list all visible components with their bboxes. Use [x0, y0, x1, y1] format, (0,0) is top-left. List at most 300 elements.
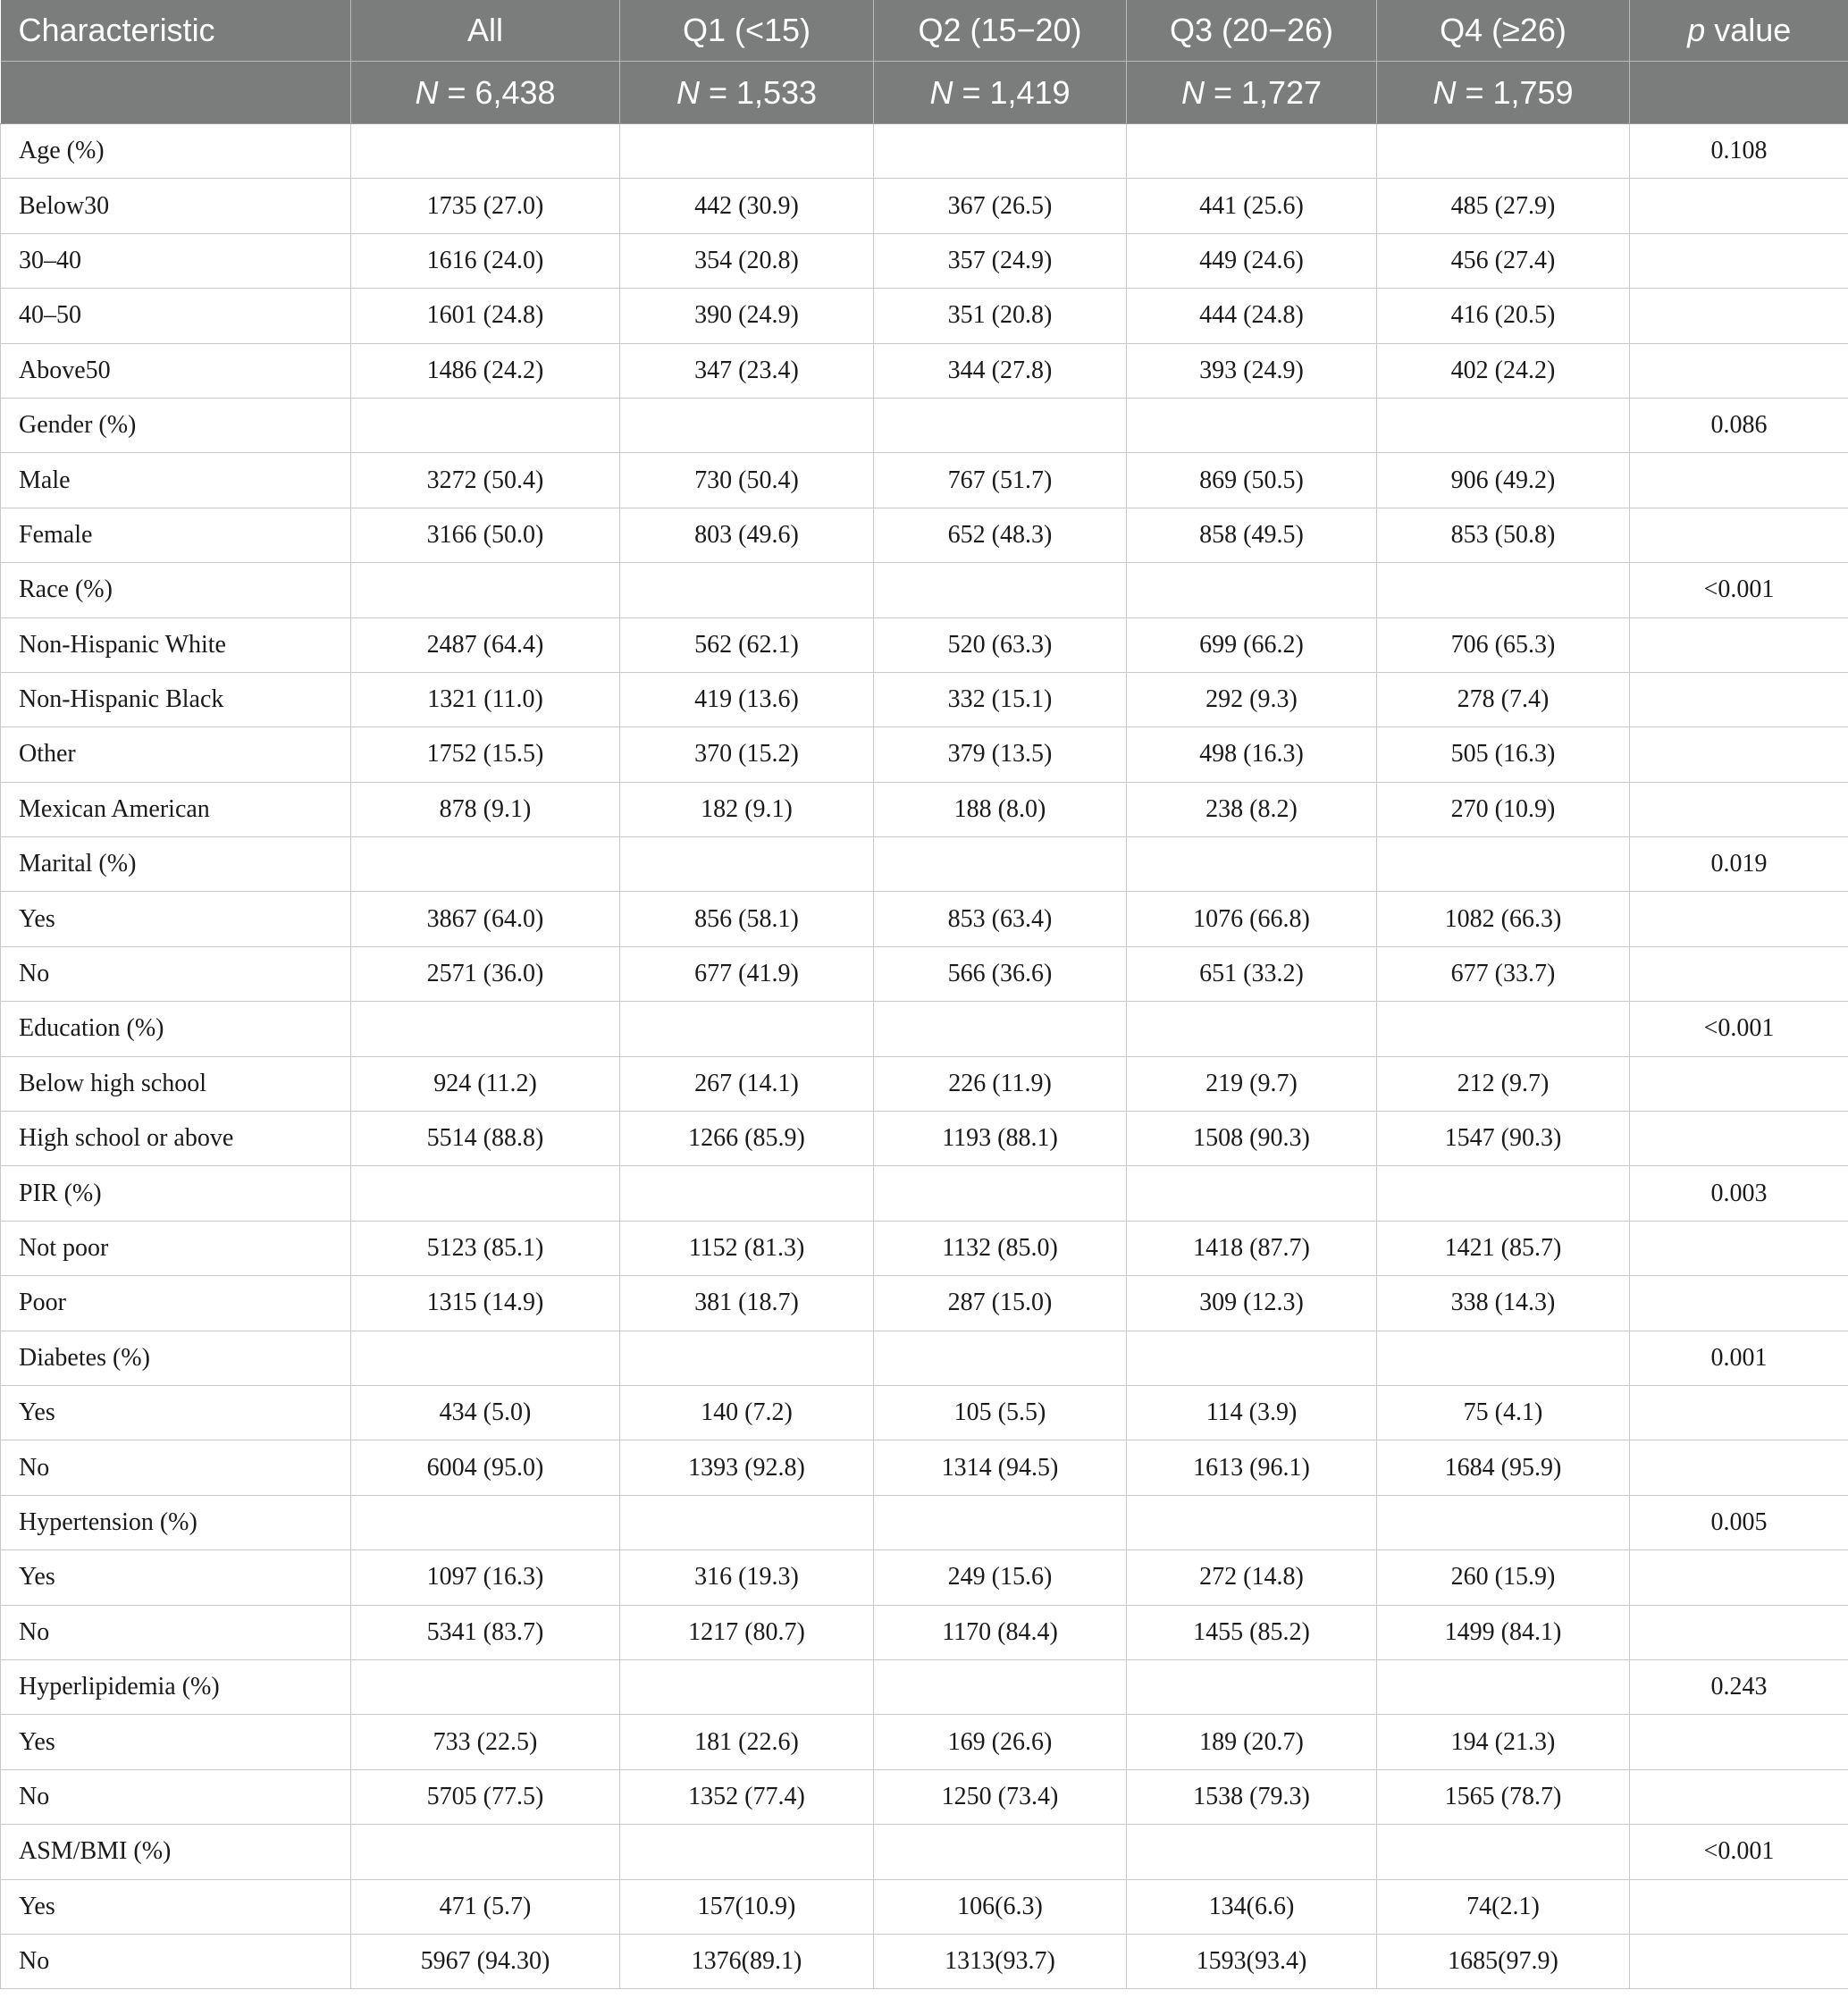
- table-header: [1, 0, 1848, 124]
- cell-q4: 75 (4.1): [1377, 1385, 1630, 1440]
- cell-q4: 1684 (95.9): [1377, 1440, 1630, 1495]
- header-characteristic: Characteristic: [1, 0, 351, 62]
- cell-all: 3272 (50.4): [351, 453, 620, 508]
- cell-p-value: [1630, 1440, 1848, 1495]
- table-row: [1, 1440, 1848, 1495]
- header-n-p: [1630, 62, 1848, 124]
- cell-p-value: [1630, 1385, 1848, 1440]
- cell-q4: 1547 (90.3): [1377, 1112, 1630, 1166]
- cell-q3: 1418 (87.7): [1127, 1221, 1377, 1275]
- cell-p-value: [1630, 617, 1848, 672]
- cell-q2: [874, 124, 1127, 179]
- header-q2: Q2 (15−20): [874, 0, 1127, 62]
- cell-q3: [1127, 563, 1377, 617]
- cell-characteristic: Yes: [1, 1879, 351, 1934]
- header-n-row: [1, 62, 1848, 124]
- cell-q4: [1377, 1166, 1630, 1221]
- cell-q3: 292 (9.3): [1127, 672, 1377, 726]
- cell-q2: 853 (63.4): [874, 892, 1127, 946]
- cell-p-value: [1630, 289, 1848, 343]
- cell-q2: 1313(93.7): [874, 1934, 1127, 1988]
- cell-p-value: [1630, 179, 1848, 233]
- cell-q1: 1152 (81.3): [620, 1221, 874, 1275]
- cell-q2: [874, 563, 1127, 617]
- cell-q1: 1352 (77.4): [620, 1769, 874, 1824]
- cell-q4: 194 (21.3): [1377, 1715, 1630, 1769]
- cell-q3: 869 (50.5): [1127, 453, 1377, 508]
- cell-q4: 212 (9.7): [1377, 1056, 1630, 1111]
- cell-p-value: [1630, 946, 1848, 1001]
- cell-q4: 505 (16.3): [1377, 727, 1630, 782]
- cell-p-value: [1630, 1934, 1848, 1988]
- table-row: [1, 1769, 1848, 1824]
- cell-all: 1315 (14.9): [351, 1276, 620, 1331]
- cell-characteristic: No: [1, 1440, 351, 1495]
- cell-all: [351, 1825, 620, 1879]
- table-row: [1, 727, 1848, 782]
- cell-characteristic: Above50: [1, 343, 351, 398]
- cell-q3: 449 (24.6): [1127, 233, 1377, 288]
- cell-q4: 853 (50.8): [1377, 508, 1630, 562]
- table-row: [1, 508, 1848, 562]
- cell-q4: 278 (7.4): [1377, 672, 1630, 726]
- cell-q2: 351 (20.8): [874, 289, 1127, 343]
- n-label: N: [1180, 73, 1205, 111]
- cell-q1: 677 (41.9): [620, 946, 874, 1001]
- cell-p-value: [1630, 453, 1848, 508]
- cell-q2: 344 (27.8): [874, 343, 1127, 398]
- table-row: [1, 1550, 1848, 1605]
- cell-p-value: <0.001: [1630, 563, 1848, 617]
- cell-all: 1735 (27.0): [351, 179, 620, 233]
- cell-q1: 140 (7.2): [620, 1385, 874, 1440]
- cell-q1: 354 (20.8): [620, 233, 874, 288]
- cell-all: 733 (22.5): [351, 1715, 620, 1769]
- cell-q4: 270 (10.9): [1377, 782, 1630, 836]
- table-row: [1, 179, 1848, 233]
- cell-all: 3867 (64.0): [351, 892, 620, 946]
- cell-p-value: [1630, 1276, 1848, 1331]
- cell-q4: [1377, 398, 1630, 452]
- cell-q2: [874, 837, 1127, 892]
- cell-characteristic: Below30: [1, 179, 351, 233]
- header-q4: Q4 (≥26): [1377, 0, 1630, 62]
- n-value: = 1,759: [1456, 73, 1574, 111]
- cell-p-value: [1630, 1879, 1848, 1934]
- cell-q3: [1127, 837, 1377, 892]
- cell-p-value: [1630, 233, 1848, 288]
- cell-q1: [620, 1002, 874, 1056]
- header-row: [1, 0, 1848, 62]
- cell-q4: 485 (27.9): [1377, 179, 1630, 233]
- cell-q1: [620, 1659, 874, 1714]
- cell-q2: 1193 (88.1): [874, 1112, 1127, 1166]
- cell-q1: 1266 (85.9): [620, 1112, 874, 1166]
- cell-characteristic: Hyperlipidemia (%): [1, 1659, 351, 1714]
- cell-q4: 1082 (66.3): [1377, 892, 1630, 946]
- cell-q4: 1685(97.9): [1377, 1934, 1630, 1988]
- header-n-q4: [1377, 62, 1630, 124]
- cell-characteristic: Yes: [1, 1715, 351, 1769]
- header-n-q2: [874, 62, 1127, 124]
- cell-q3: 1613 (96.1): [1127, 1440, 1377, 1495]
- cell-q4: 338 (14.3): [1377, 1276, 1630, 1331]
- cell-q2: 287 (15.0): [874, 1276, 1127, 1331]
- cell-q2: 1170 (84.4): [874, 1605, 1127, 1659]
- header-q1: Q1 (<15): [620, 0, 874, 62]
- cell-all: 5514 (88.8): [351, 1112, 620, 1166]
- cell-q2: 249 (15.6): [874, 1550, 1127, 1605]
- cell-q2: 226 (11.9): [874, 1056, 1127, 1111]
- cell-p-value: 0.001: [1630, 1331, 1848, 1385]
- cell-characteristic: High school or above: [1, 1112, 351, 1166]
- cell-all: 5967 (94.30): [351, 1934, 620, 1988]
- cell-q2: [874, 1659, 1127, 1714]
- cell-q1: [620, 837, 874, 892]
- cell-q3: 441 (25.6): [1127, 179, 1377, 233]
- cell-characteristic: 40–50: [1, 289, 351, 343]
- cell-all: [351, 1002, 620, 1056]
- header-n-q3: [1127, 62, 1377, 124]
- cell-q3: 1508 (90.3): [1127, 1112, 1377, 1166]
- cell-p-value: [1630, 1221, 1848, 1275]
- cell-q3: [1127, 124, 1377, 179]
- header-n-q1: [620, 62, 874, 124]
- cell-q2: 169 (26.6): [874, 1715, 1127, 1769]
- cell-all: 5705 (77.5): [351, 1769, 620, 1824]
- cell-all: 2487 (64.4): [351, 617, 620, 672]
- cell-characteristic: No: [1, 1605, 351, 1659]
- cell-q1: 370 (15.2): [620, 727, 874, 782]
- cell-q2: [874, 1166, 1127, 1221]
- cell-q3: 699 (66.2): [1127, 617, 1377, 672]
- cell-p-value: [1630, 1112, 1848, 1166]
- cell-q4: [1377, 837, 1630, 892]
- table-row: [1, 892, 1848, 946]
- cell-q3: 444 (24.8): [1127, 289, 1377, 343]
- cell-characteristic: Not poor: [1, 1221, 351, 1275]
- cell-characteristic: No: [1, 946, 351, 1001]
- cell-q1: 181 (22.6): [620, 1715, 874, 1769]
- cell-p-value: [1630, 1550, 1848, 1605]
- cell-q1: 442 (30.9): [620, 179, 874, 233]
- cell-p-value: [1630, 1056, 1848, 1111]
- cell-q1: 562 (62.1): [620, 617, 874, 672]
- n-value: = 6,438: [438, 73, 556, 111]
- table-row: [1, 672, 1848, 726]
- cell-characteristic: No: [1, 1769, 351, 1824]
- cell-q2: 106(6.3): [874, 1879, 1127, 1934]
- cell-all: [351, 1495, 620, 1549]
- cell-q1: 730 (50.4): [620, 453, 874, 508]
- cell-q1: 157(10.9): [620, 1879, 874, 1934]
- n-label: N: [1432, 73, 1457, 111]
- cell-q4: 456 (27.4): [1377, 233, 1630, 288]
- cell-characteristic: Non-Hispanic White: [1, 617, 351, 672]
- cell-all: 5341 (83.7): [351, 1605, 620, 1659]
- cell-all: 878 (9.1): [351, 782, 620, 836]
- cell-q4: 706 (65.3): [1377, 617, 1630, 672]
- cell-characteristic: Diabetes (%): [1, 1331, 351, 1385]
- cell-all: 471 (5.7): [351, 1879, 620, 1934]
- cell-q3: 309 (12.3): [1127, 1276, 1377, 1331]
- cell-characteristic: Mexican American: [1, 782, 351, 836]
- cell-q2: 767 (51.7): [874, 453, 1127, 508]
- table-row: [1, 1276, 1848, 1331]
- cell-q3: 189 (20.7): [1127, 1715, 1377, 1769]
- cell-q3: 114 (3.9): [1127, 1385, 1377, 1440]
- table-row: [1, 837, 1848, 892]
- n-value: = 1,727: [1204, 73, 1323, 111]
- cell-characteristic: Yes: [1, 1550, 351, 1605]
- table-row: [1, 1056, 1848, 1111]
- cell-p-value: [1630, 892, 1848, 946]
- cell-characteristic: Gender (%): [1, 398, 351, 452]
- table-row: [1, 946, 1848, 1001]
- cell-q4: 416 (20.5): [1377, 289, 1630, 343]
- cell-p-value: [1630, 727, 1848, 782]
- header-q3: Q3 (20−26): [1127, 0, 1377, 62]
- cell-p-value: [1630, 1769, 1848, 1824]
- table-row: [1, 233, 1848, 288]
- cell-p-value: [1630, 782, 1848, 836]
- cell-p-value: [1630, 672, 1848, 726]
- cell-q4: 402 (24.2): [1377, 343, 1630, 398]
- cell-all: [351, 563, 620, 617]
- cell-all: 1486 (24.2): [351, 343, 620, 398]
- table-body: [1, 124, 1848, 1989]
- table-row: [1, 1112, 1848, 1166]
- n-value: = 1,419: [953, 73, 1071, 111]
- cell-q4: [1377, 1659, 1630, 1714]
- cell-q3: [1127, 1495, 1377, 1549]
- cell-all: 434 (5.0): [351, 1385, 620, 1440]
- cell-all: [351, 1659, 620, 1714]
- cell-all: [351, 124, 620, 179]
- table-row: [1, 1825, 1848, 1879]
- cell-p-value: [1630, 508, 1848, 562]
- cell-p-value: 0.003: [1630, 1166, 1848, 1221]
- cell-characteristic: Marital (%): [1, 837, 351, 892]
- table-row: [1, 1331, 1848, 1385]
- cell-characteristic: No: [1, 1934, 351, 1988]
- n-label: N: [415, 73, 439, 111]
- cell-q3: 238 (8.2): [1127, 782, 1377, 836]
- cell-q3: 651 (33.2): [1127, 946, 1377, 1001]
- cell-all: 6004 (95.0): [351, 1440, 620, 1495]
- cell-all: 1097 (16.3): [351, 1550, 620, 1605]
- cell-all: 5123 (85.1): [351, 1221, 620, 1275]
- cell-p-value: [1630, 1605, 1848, 1659]
- table-row: [1, 343, 1848, 398]
- cell-q1: [620, 1166, 874, 1221]
- cell-all: 1752 (15.5): [351, 727, 620, 782]
- cell-q4: [1377, 563, 1630, 617]
- cell-q1: [620, 124, 874, 179]
- cell-q3: 1076 (66.8): [1127, 892, 1377, 946]
- cell-q2: [874, 1331, 1127, 1385]
- cell-q2: 367 (26.5): [874, 179, 1127, 233]
- cell-q1: [620, 1331, 874, 1385]
- table-row: [1, 1659, 1848, 1714]
- cell-p-value: 0.005: [1630, 1495, 1848, 1549]
- table-row: [1, 1879, 1848, 1934]
- cell-q1: [620, 1495, 874, 1549]
- cell-all: 1601 (24.8): [351, 289, 620, 343]
- cell-q3: [1127, 1659, 1377, 1714]
- cell-q4: 1421 (85.7): [1377, 1221, 1630, 1275]
- cell-q2: 357 (24.9): [874, 233, 1127, 288]
- cell-q4: [1377, 1002, 1630, 1056]
- cell-q3: 1593(93.4): [1127, 1934, 1377, 1988]
- cell-q2: 1250 (73.4): [874, 1769, 1127, 1824]
- cell-q2: 652 (48.3): [874, 508, 1127, 562]
- cell-q1: 803 (49.6): [620, 508, 874, 562]
- cell-characteristic: Race (%): [1, 563, 351, 617]
- table-row: [1, 1385, 1848, 1440]
- cell-q1: 316 (19.3): [620, 1550, 874, 1605]
- cell-q2: [874, 398, 1127, 452]
- table-row: [1, 1002, 1848, 1056]
- cell-characteristic: Non-Hispanic Black: [1, 672, 351, 726]
- cell-characteristic: ASM/BMI (%): [1, 1825, 351, 1879]
- cell-q3: [1127, 1825, 1377, 1879]
- table-row: [1, 398, 1848, 452]
- cell-q4: 906 (49.2): [1377, 453, 1630, 508]
- cell-q1: 267 (14.1): [620, 1056, 874, 1111]
- cell-characteristic: Male: [1, 453, 351, 508]
- table-row: [1, 124, 1848, 179]
- cell-q2: [874, 1495, 1127, 1549]
- cell-all: [351, 837, 620, 892]
- cell-all: 1616 (24.0): [351, 233, 620, 288]
- cell-q4: 74(2.1): [1377, 1879, 1630, 1934]
- cell-q2: [874, 1002, 1127, 1056]
- table-row: [1, 1495, 1848, 1549]
- n-label: N: [676, 73, 700, 111]
- cell-q1: 182 (9.1): [620, 782, 874, 836]
- cell-q2: 105 (5.5): [874, 1385, 1127, 1440]
- cell-q3: 1538 (79.3): [1127, 1769, 1377, 1824]
- cell-characteristic: Below high school: [1, 1056, 351, 1111]
- cell-q1: 856 (58.1): [620, 892, 874, 946]
- cell-q1: 419 (13.6): [620, 672, 874, 726]
- cell-q3: 272 (14.8): [1127, 1550, 1377, 1605]
- cell-q1: 1393 (92.8): [620, 1440, 874, 1495]
- cell-characteristic: 30–40: [1, 233, 351, 288]
- cell-p-value: 0.086: [1630, 398, 1848, 452]
- table-row: [1, 1605, 1848, 1659]
- cell-all: 3166 (50.0): [351, 508, 620, 562]
- cell-characteristic: Education (%): [1, 1002, 351, 1056]
- cell-q2: 332 (15.1): [874, 672, 1127, 726]
- cell-q3: 134(6.6): [1127, 1879, 1377, 1934]
- cell-q3: [1127, 398, 1377, 452]
- cell-q2: 379 (13.5): [874, 727, 1127, 782]
- cell-p-value: 0.019: [1630, 837, 1848, 892]
- cell-all: [351, 398, 620, 452]
- cell-q2: 188 (8.0): [874, 782, 1127, 836]
- cell-q2: [874, 1825, 1127, 1879]
- cell-all: 924 (11.2): [351, 1056, 620, 1111]
- cell-characteristic: Yes: [1, 892, 351, 946]
- cell-q1: 381 (18.7): [620, 1276, 874, 1331]
- cell-characteristic: Hypertension (%): [1, 1495, 351, 1549]
- n-value: = 1,533: [699, 73, 818, 111]
- cell-q4: [1377, 1825, 1630, 1879]
- cell-characteristic: Age (%): [1, 124, 351, 179]
- cell-q3: [1127, 1002, 1377, 1056]
- cell-characteristic: PIR (%): [1, 1166, 351, 1221]
- table-row: [1, 563, 1848, 617]
- header-p-value: p value: [1630, 0, 1848, 62]
- cell-q4: 677 (33.7): [1377, 946, 1630, 1001]
- header-n-all: [351, 62, 620, 124]
- cell-q3: 858 (49.5): [1127, 508, 1377, 562]
- table-row: [1, 453, 1848, 508]
- cell-q4: 1499 (84.1): [1377, 1605, 1630, 1659]
- cell-q3: 498 (16.3): [1127, 727, 1377, 782]
- table-row: [1, 1934, 1848, 1988]
- n-label: N: [929, 73, 953, 111]
- cell-q1: [620, 1825, 874, 1879]
- header-p-letter: p: [1687, 12, 1706, 48]
- cell-characteristic: Poor: [1, 1276, 351, 1331]
- header-all: All: [351, 0, 620, 62]
- header-n-characteristic: [1, 62, 351, 124]
- cell-q3: 393 (24.9): [1127, 343, 1377, 398]
- table-row: [1, 617, 1848, 672]
- cell-q4: 260 (15.9): [1377, 1550, 1630, 1605]
- cell-q4: [1377, 1331, 1630, 1385]
- cell-p-value: 0.243: [1630, 1659, 1848, 1714]
- cell-q3: 1455 (85.2): [1127, 1605, 1377, 1659]
- cell-q1: [620, 398, 874, 452]
- cell-p-value: <0.001: [1630, 1825, 1848, 1879]
- table-row: [1, 1221, 1848, 1275]
- cell-q2: 566 (36.6): [874, 946, 1127, 1001]
- table-row: [1, 1715, 1848, 1769]
- cell-all: [351, 1331, 620, 1385]
- cell-q1: 1376(89.1): [620, 1934, 874, 1988]
- cell-p-value: [1630, 1715, 1848, 1769]
- cell-q1: 390 (24.9): [620, 289, 874, 343]
- cell-p-value: [1630, 343, 1848, 398]
- cell-q4: 1565 (78.7): [1377, 1769, 1630, 1824]
- cell-p-value: <0.001: [1630, 1002, 1848, 1056]
- cell-characteristic: Other: [1, 727, 351, 782]
- cell-q4: [1377, 124, 1630, 179]
- table-row: [1, 1166, 1848, 1221]
- cell-all: [351, 1166, 620, 1221]
- cell-q2: 1132 (85.0): [874, 1221, 1127, 1275]
- cell-characteristic: Female: [1, 508, 351, 562]
- cell-q2: 1314 (94.5): [874, 1440, 1127, 1495]
- cell-p-value: 0.108: [1630, 124, 1848, 179]
- cell-characteristic: Yes: [1, 1385, 351, 1440]
- cell-q3: [1127, 1331, 1377, 1385]
- table-row: [1, 782, 1848, 836]
- cell-q3: 219 (9.7): [1127, 1056, 1377, 1111]
- cell-all: 2571 (36.0): [351, 946, 620, 1001]
- cell-q4: [1377, 1495, 1630, 1549]
- cell-q1: [620, 563, 874, 617]
- cell-all: 1321 (11.0): [351, 672, 620, 726]
- cell-q1: 1217 (80.7): [620, 1605, 874, 1659]
- cell-q2: 520 (63.3): [874, 617, 1127, 672]
- cell-q3: [1127, 1166, 1377, 1221]
- table-row: [1, 289, 1848, 343]
